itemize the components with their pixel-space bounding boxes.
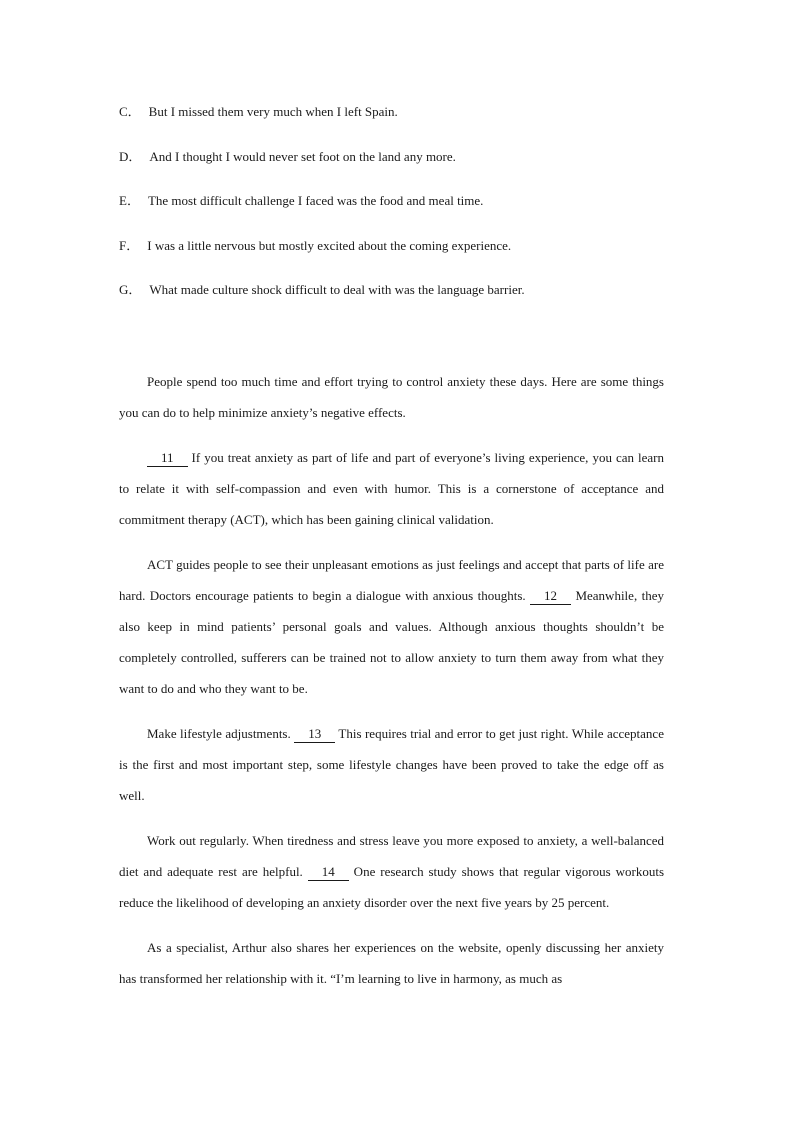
option-text: I was a little nervous but mostly excited about the coming experience. (147, 237, 512, 253)
option-c (119, 103, 679, 148)
option-text: The most difficult challenge I faced was the food and meal time. (147, 193, 484, 208)
option-text: But I missed them very much when I left Spain. (148, 104, 398, 119)
paragraph-4 (119, 718, 664, 811)
option-letter: F． (119, 237, 140, 253)
paragraph-text: Meanwhile, they also keep in mind patients’ personal goals and values. Although anxious thoughts shouldn’t be completely controlled, sufferers can be trained not to allow anxiety to turn them away from what they want to do and who they want to be. (119, 588, 664, 696)
paragraph-text: People spend too much time and effort trying to control anxiety these days. Here are some things you can do to help minimize anxiety’s negative effects. (119, 374, 664, 420)
blank-12: 12 (530, 588, 571, 605)
paragraph-text: ACT guides people to see their unpleasant emotions as just feelings and accept that parts of life are hard. Doctors encourage patients to begin a dialogue with anxious thoughts. (119, 557, 664, 603)
paragraph-text: One research study shows that regular vigorous workouts reduce the likelihood of developing an anxiety disorder over the next five years by 25 percent. (119, 864, 665, 910)
option-letter: G． (119, 282, 142, 297)
option-letter: D． (119, 148, 142, 164)
option-letter: E． (119, 193, 140, 208)
option-g (119, 281, 679, 326)
option-letter: C． (119, 104, 141, 119)
blank-13: 13 (294, 726, 335, 743)
paragraph-text: As a specialist, Arthur also shares her experiences on the website, openly discussing her anxiety has transformed her relationship with it. “I’m learning to live in harmony, as much as (119, 940, 664, 986)
paragraph-text: Make lifestyle adjustments. (147, 726, 295, 741)
option-text: And I thought I would never set foot on the land any more. (149, 148, 456, 164)
paragraph-text: Work out regularly. When tiredness and stress leave you more exposed to anxiety, a well-balanced diet and adequate rest are helpful. (119, 833, 664, 879)
paragraph-3 (119, 549, 664, 704)
paragraph-6 (119, 932, 664, 994)
reading-passage (119, 366, 664, 1008)
paragraph-5 (119, 825, 664, 918)
blank-14: 14 (308, 864, 349, 881)
paragraph-1 (119, 366, 664, 428)
paragraph-text: This requires trial and error to get just right. While acceptance is the first and most important step, some lifestyle changes have been proved to take the edge off as well. (119, 726, 664, 803)
option-f (119, 237, 679, 282)
paragraph-2 (119, 442, 664, 535)
option-text: What made culture shock difficult to deal with was the language barrier. (149, 282, 525, 297)
option-e (119, 192, 679, 237)
option-d (119, 148, 679, 193)
answer-options (119, 103, 679, 326)
paragraph-text: If you treat anxiety as part of life and part of everyone’s living experience, you can learn to relate it with self-compassion and even with humor. This is a cornerstone of acceptance and commitment therapy (ACT), which has been gaining clinical validation. (119, 450, 664, 527)
blank-11: 11 (147, 450, 188, 467)
